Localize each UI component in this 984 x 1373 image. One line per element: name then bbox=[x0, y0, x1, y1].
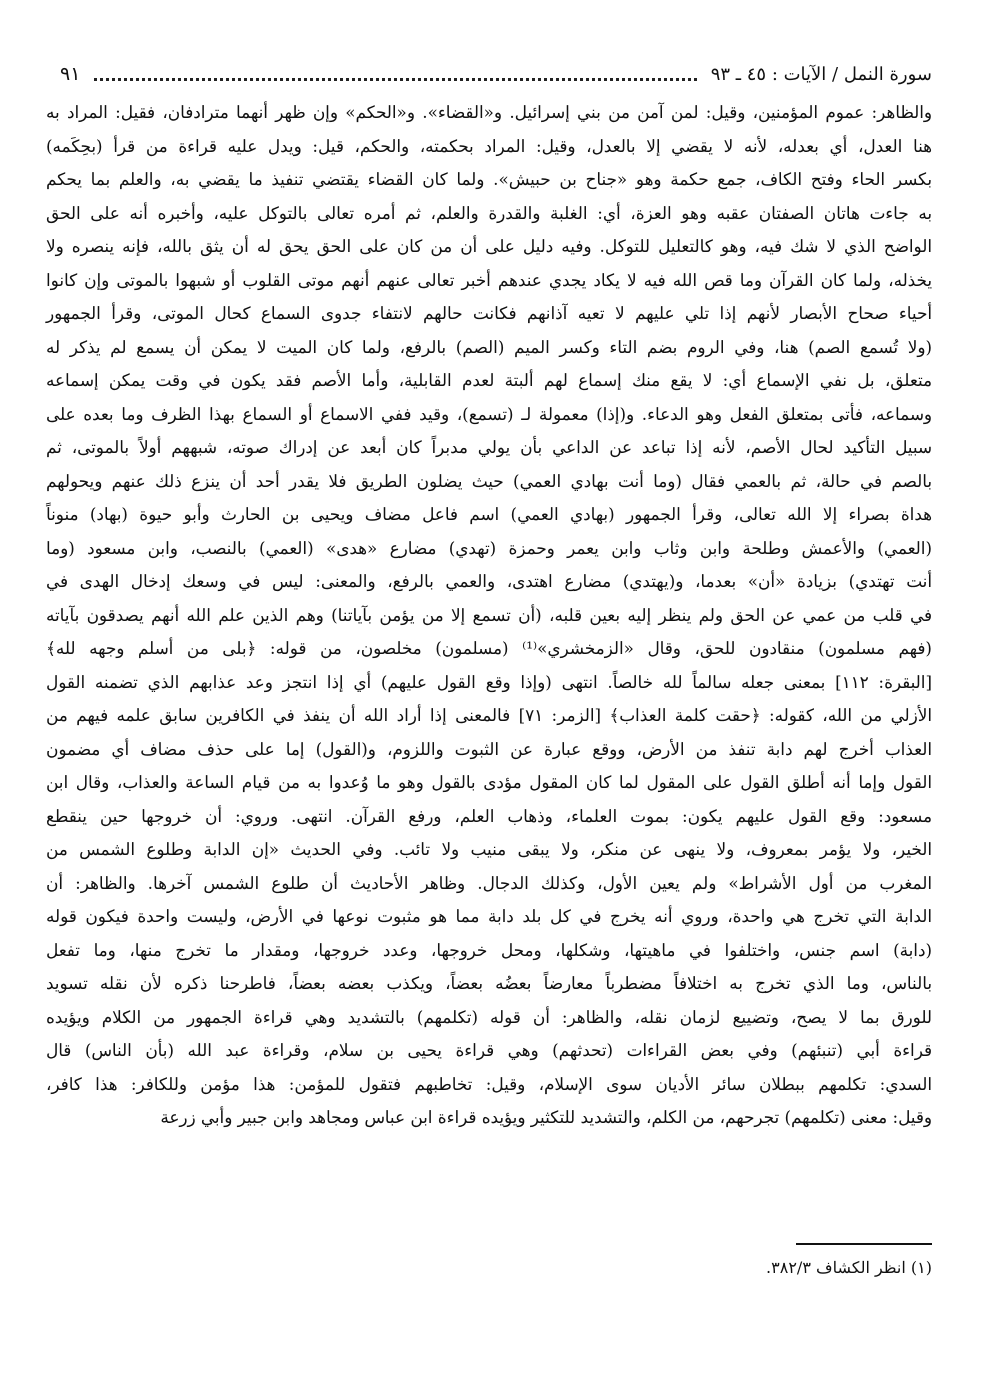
text-line: قراءة أبي (تنبئهم) وفي بعض القراءات (تحدثهم) وهي قراءة يحيى بن سلام، وقراءة عبد الله (بأن الناس) قال bbox=[46, 1040, 932, 1060]
text-line: يخذله، ولما كان القرآن وما قص الله فيه لا يكاد يجدي عندهم أخبر تعالى عنهم أنهم موتى القلوب أو شبهوا بالموتى وإن كانوا bbox=[46, 269, 932, 290]
text-line: بكسر الحاء وفتح الكاف، جمع حكمة وهو «جناح بن حبيش». ولما كان القضاء يقتضي تنفيذ ما يقضي به، والعلم بما يحكم bbox=[46, 169, 932, 189]
text-line: بالناس، وما الذي تخرج به اختلافاً مضطرباً معارضاً بعضُه بعضاً، ويكذب بعضه بعضاً، فاطرحنا ذكره لأن نقله تسويد bbox=[46, 973, 932, 993]
text-line: (العمي) والأعمش وطلحة وابن وثاب وابن يعمر وحمزة (تهدي) مضارع «هدى» (العمي) بالنصب، وابن مسعود (وما bbox=[46, 537, 932, 558]
text-line: هنا العدل، أي بعدله، لأنه لا يقضي إلا بالعدل، وقيل: المراد بحكمته، والحكم، قيل: ويدل عليه قراءة من قرأ (بحِكَمه) bbox=[46, 135, 932, 156]
text-line: والظاهر: عموم المؤمنين، وقيل: لمن آمن من بني إسرائيل. و«القضاء». و«الحكم» وإن ظهر أنهما مترادفان، فقيل: المراد به bbox=[46, 102, 932, 122]
text-line: الأزلي من الله، كقوله: ﴿حقت كلمة العذاب﴾ [الزمر: ٧١] فالمعنى إذا أراد الله أن ينفذ في الكافرين سابق علمه فيهم من bbox=[46, 705, 933, 725]
text-line: السدي: تكلمهم ببطلان سائر الأديان سوى الإسلام، وقيل: تخاطبهم فتقول للمؤمن: هذا مؤمن وللكافر: هذا كافر، bbox=[46, 1073, 932, 1094]
chapter-title: سورة النمل / الآيات : ٤٥ ـ ٩٣ bbox=[710, 63, 932, 85]
text-line: للورق بما لا يصح، وتضييع لزمان نقله، والظاهر: أن قوله (تكلمهم) بالتشديد وهي قراءة الجمهور من الكلام ويؤيده bbox=[46, 1006, 932, 1027]
text-line: مسعود: وقع القول عليهم يكون: بموت العلماء، وذهاب العلم، ورفع القرآن. انتهى. وروي: أن خروجها حين ينقطع bbox=[46, 805, 932, 826]
dot-leader bbox=[94, 76, 696, 81]
text-line: الواضح الذي لا شك فيه، وهو كالتعليل للتوكل. وفيه دليل على أن من كان على الحق يحق له أن يثق بالله، فإنه ينصره ولا bbox=[46, 236, 932, 256]
page-number: ٩١ bbox=[60, 63, 81, 85]
text-line: (دابة) اسم جنس، واختلفوا في ماهيتها، وشكلها، ومحل خروجها، وعدد خروجها، ومقدار ما تخرج منها، وما تفعل bbox=[46, 939, 932, 960]
text-line: في قلب من عمي عن الحق ولم ينظر إليه بعين قلبه، (أن تسمع إلا من يؤمن بآياتنا) وهم الذين علم الله أنهم يصدقون بآياته bbox=[46, 604, 932, 625]
footnote-divider bbox=[796, 1243, 932, 1245]
text-line: متعلق، بل نفي الإسماع أي: لا يقع منك إسماع لهم ألبتة لعدم القابلية، وأما الأصم فقد يكون في وقت يمكن إسماعه bbox=[46, 370, 932, 390]
text-line: الخير، ولا يؤمر بمعروف، ولا ينهى عن منكر، ولا يبقى منيب ولا تائب. وفي الحديث «إن الدابة وطلوع الشمس من bbox=[46, 839, 932, 859]
text-line: وقيل: معنى (تكلمهم) تجرحهم، من الكلم، والتشديد للتكثير ويؤيده قراءة ابن عباس ومجاهد وابن جبير وأبي زرعة bbox=[160, 1107, 932, 1127]
running-head bbox=[60, 58, 932, 90]
text-line: وسماعه، فأتى بمتعلق الفعل وهو الدعاء. و(إذا) معمولة لـ (تسمع)، وقيد ففي الاسماع أو السماع بهذا الظرف وما بعده على bbox=[46, 403, 932, 424]
text-line: العذاب أخرج لهم دابة تنفذ من الأرض، ووقع عبارة عن الثبوت واللزوم، و(القول) إما على حذف مضاف أي مضمون bbox=[46, 738, 932, 759]
body-text bbox=[46, 96, 932, 1135]
text-line: [البقرة: ١١٢] بمعنى جعله سالماً لله خالصاً. انتهى (وإذا وقع القول عليهم) أي إذا انتجز وعد عذابهم الذي تضمنه القول bbox=[46, 671, 932, 692]
text-line: القول وإما أنه أطلق القول على المقول لما كان المقول مؤدى بالقول وهو ما وُعدوا به من قيام الساعة والعذاب، وقال ابن bbox=[46, 772, 932, 792]
text-line: (فهم مسلمون) منقادون للحق، وقال «الزمخشري»⁽¹⁾ (مسلمون) مخلصون، من قوله: ﴿بلى من أسلم وجهه لله﴾ bbox=[46, 638, 932, 658]
text-line: (ولا تُسمع الصم) هنا، وفي الروم بضم التاء وكسر الميم (الصم) بالرفع، ولما كان الميت لا يمكن أن يسمع لم يذكر له bbox=[46, 336, 932, 357]
text-line: أحياء صحاح الأبصار لأنهم إذا تلي عليهم لا تعيه آذانهم فكانت حالهم لانتفاء جدوى السماع كحال الموتى، وقرأ الجمهور bbox=[46, 303, 932, 323]
text-line: الدابة التي تخرج هي واحدة، وروي أنه يخرج في كل بلد دابة مما هو مثبوت نوعها في الأرض، وليست واحدة فيكون قوله bbox=[46, 906, 932, 926]
text-line: المغرب من أول الأشراط» ولم يعين الأول، وكذلك الدجال. وظاهر الأحاديث أن طلوع الشمس آخرها. والظاهر: أن bbox=[46, 872, 932, 893]
footnote: (١) انظر الكشاف ٣٨٢/٣. bbox=[766, 1258, 932, 1277]
text-line: هداة بصراء إلا الله تعالى، وقرأ الجمهور (بهادي العمي) اسم فاعل مضاف ويحيى بن الحارث وأبو حيوة (بهاد) منوناً bbox=[46, 504, 932, 524]
text-line: به جاءت هاتان الصفتان عقبه وهو العزة، أي: الغلبة والقدرة والعلم، ثم أمره تعالى بالتوكل عليه، وأخبره أنه على الحق bbox=[46, 202, 932, 223]
text-line: سبيل التأكيد لحال الأصم، لأنه إذا تباعد عن الداعي بأن يولي مدبراً كان أبعد عن إدراك صوته، شبههم أولاً بالموتى، ثم bbox=[46, 437, 932, 457]
text-line: أنت تهتدي) بزيادة «أن» بعدما، و(يهتدي) مضارع اهتدى، والعمي بالرفع، والمعنى: ليس في وسعك إدخال الهدى في bbox=[46, 571, 932, 591]
text-line: بالصم في حالة، ثم بالعمي فقال (وما أنت بهادي العمي) حيث يضلون الطريق فلا يقدر أحد أن ينزع ذلك عنهم ويحولهم bbox=[46, 470, 932, 491]
